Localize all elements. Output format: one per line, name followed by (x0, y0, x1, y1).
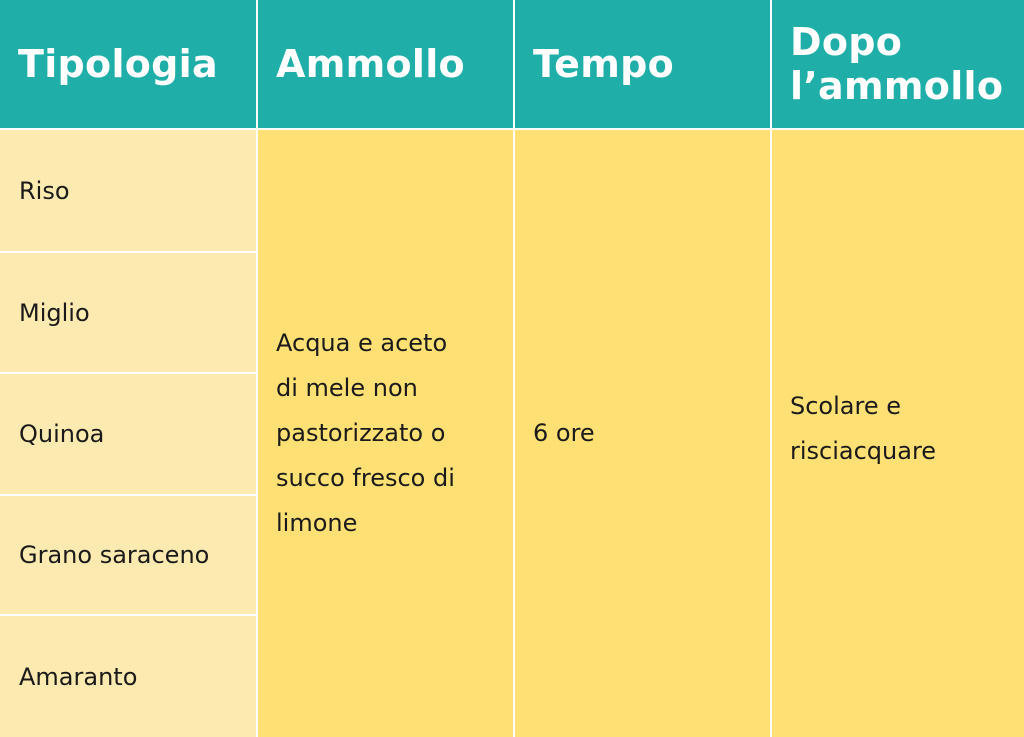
cell-dopo-merged (772, 130, 1024, 737)
dopo-line-2: risciacquare (790, 436, 937, 465)
cell-tipologia-quinoa: Quinoa (0, 374, 256, 494)
header-dopo-line-2: l’ammollo (790, 64, 1004, 108)
dopo-text (790, 384, 936, 474)
header-dopo-ammollo (772, 0, 1024, 128)
ammollo-line-2: di mele non (276, 374, 418, 402)
ammollo-line-4: succo fresco di (276, 464, 455, 492)
cell-tipologia-grano-saraceno: Grano saraceno (0, 496, 256, 614)
cell-tipologia-riso: Riso (0, 130, 256, 251)
cell-ammollo-merged (258, 130, 513, 737)
dopo-line-1: Scolare e (790, 391, 901, 420)
ammollo-line-1: Acqua e aceto (276, 329, 448, 357)
cell-tipologia-amaranto: Amaranto (0, 616, 256, 737)
cell-tipologia-miglio: Miglio (0, 253, 256, 372)
tempo-text: 6 ore (533, 419, 595, 447)
header-ammollo: Ammollo (258, 0, 513, 128)
ammollo-text (276, 321, 455, 546)
header-tempo: Tempo (515, 0, 770, 128)
header-tipologia: Tipologia (0, 0, 256, 128)
cell-tempo-merged (515, 130, 770, 737)
ammollo-line-5: limone (276, 509, 358, 537)
ammollo-line-3: pastorizzato o (276, 419, 446, 447)
header-dopo-line-1: Dopo (790, 20, 903, 64)
